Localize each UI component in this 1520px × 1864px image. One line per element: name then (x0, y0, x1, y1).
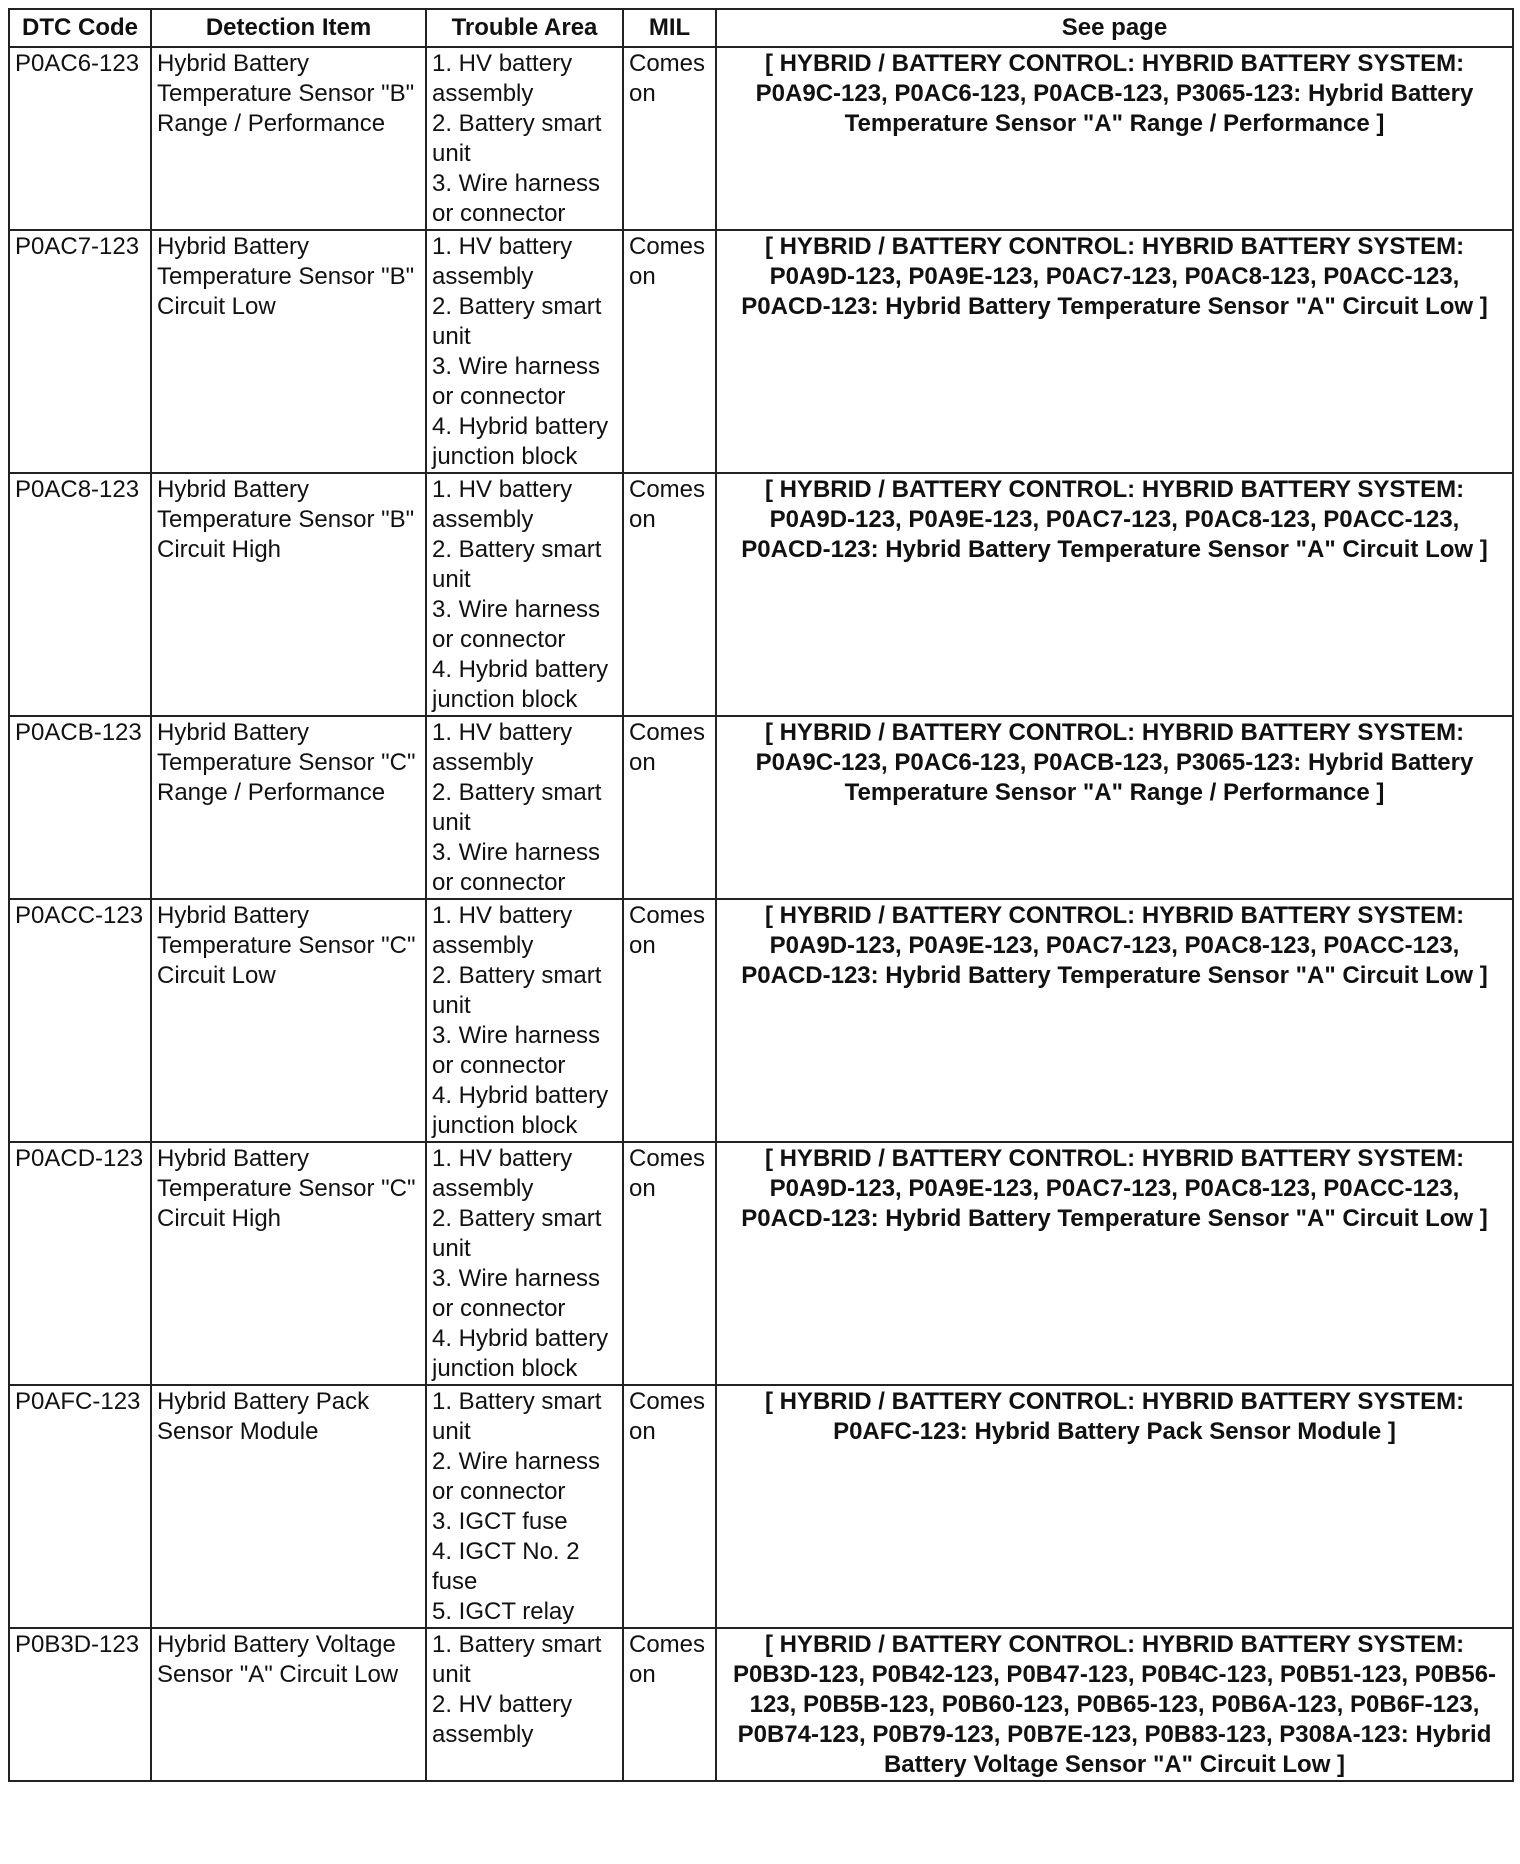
detection-item-cell: Hybrid Battery Pack Sensor Module (151, 1385, 426, 1628)
trouble-area-item: 3. Wire harness or connector (432, 1265, 601, 1322)
see-page-link[interactable]: [ HYBRID / BATTERY CONTROL: HYBRID BATTERY SYSTEM: P0AFC-123: Hybrid Battery Pack Sensor Module ] (716, 1385, 1513, 1628)
trouble-area-cell (426, 230, 623, 473)
header-see-page: See page (716, 9, 1513, 47)
table-row (9, 47, 1513, 230)
see-page-link[interactable]: [ HYBRID / BATTERY CONTROL: HYBRID BATTERY SYSTEM: P0A9C-123, P0AC6-123, P0ACB-123, P3065-123: Hybrid Battery Temperature Sensor "A" Range / Performance ] (716, 716, 1513, 899)
mil-cell: Comes on (623, 1385, 716, 1628)
table-row (9, 899, 1513, 1142)
trouble-area-item: 3. Wire harness or connector (432, 170, 601, 227)
trouble-area-cell (426, 716, 623, 899)
see-page-link[interactable]: [ HYBRID / BATTERY CONTROL: HYBRID BATTERY SYSTEM: P0A9D-123, P0A9E-123, P0AC7-123, P0AC8-123, P0ACC-123, P0ACD-123: Hybrid Battery Temperature Sensor "A" Circuit Low ] (716, 899, 1513, 1142)
detection-item-cell: Hybrid Battery Temperature Sensor "B" Circuit Low (151, 230, 426, 473)
trouble-area-item: 4. Hybrid battery junction block (432, 1082, 609, 1139)
dtc-code-cell: P0B3D-123 (9, 1628, 151, 1781)
trouble-area-item: 1. Battery smart unit (432, 1631, 602, 1688)
trouble-area-item: 1. HV battery assembly (432, 719, 573, 776)
trouble-area-item: 2. Battery smart unit (432, 110, 602, 167)
trouble-area-item: 2. Wire harness or connector (432, 1448, 601, 1505)
trouble-area-item: 1. HV battery assembly (432, 233, 573, 290)
see-page-link[interactable]: [ HYBRID / BATTERY CONTROL: HYBRID BATTERY SYSTEM: P0A9D-123, P0A9E-123, P0AC7-123, P0AC8-123, P0ACC-123, P0ACD-123: Hybrid Battery Temperature Sensor "A" Circuit Low ] (716, 473, 1513, 716)
mil-cell: Comes on (623, 1628, 716, 1781)
trouble-area-item: 5. IGCT relay (432, 1598, 575, 1625)
mil-cell: Comes on (623, 473, 716, 716)
table-row (9, 716, 1513, 899)
trouble-area-item: 4. Hybrid battery junction block (432, 656, 609, 713)
detection-item-cell: Hybrid Battery Temperature Sensor "C" Range / Performance (151, 716, 426, 899)
trouble-area-item: 2. HV battery assembly (432, 1691, 573, 1748)
trouble-area-item: 3. Wire harness or connector (432, 839, 601, 896)
detection-item-cell: Hybrid Battery Voltage Sensor "A" Circuit Low (151, 1628, 426, 1781)
trouble-area-item: 3. Wire harness or connector (432, 1022, 601, 1079)
mil-cell: Comes on (623, 230, 716, 473)
trouble-area-item: 2. Battery smart unit (432, 1205, 602, 1262)
trouble-area-item: 1. HV battery assembly (432, 1145, 573, 1202)
detection-item-cell: Hybrid Battery Temperature Sensor "B" Circuit High (151, 473, 426, 716)
table-row (9, 1142, 1513, 1385)
trouble-area-cell (426, 1142, 623, 1385)
trouble-area-item: 4. Hybrid battery junction block (432, 1325, 609, 1382)
header-dtc-code: DTC Code (9, 9, 151, 47)
trouble-area-item: 3. Wire harness or connector (432, 353, 601, 410)
dtc-code-cell: P0ACC-123 (9, 899, 151, 1142)
trouble-area-item: 1. HV battery assembly (432, 476, 573, 533)
trouble-area-item: 3. Wire harness or connector (432, 596, 601, 653)
see-page-link[interactable]: [ HYBRID / BATTERY CONTROL: HYBRID BATTERY SYSTEM: P0A9D-123, P0A9E-123, P0AC7-123, P0AC8-123, P0ACC-123, P0ACD-123: Hybrid Battery Temperature Sensor "A" Circuit Low ] (716, 1142, 1513, 1385)
trouble-area-item: 3. IGCT fuse (432, 1508, 568, 1535)
trouble-area-item: 1. Battery smart unit (432, 1388, 602, 1445)
mil-cell: Comes on (623, 716, 716, 899)
dtc-code-cell: P0ACB-123 (9, 716, 151, 899)
header-mil: MIL (623, 9, 716, 47)
detection-item-cell: Hybrid Battery Temperature Sensor "C" Circuit Low (151, 899, 426, 1142)
table-row (9, 1385, 1513, 1628)
dtc-code-cell: P0AC6-123 (9, 47, 151, 230)
trouble-area-cell (426, 473, 623, 716)
trouble-area-item: 2. Battery smart unit (432, 536, 602, 593)
table-row (9, 230, 1513, 473)
trouble-area-item: 2. Battery smart unit (432, 779, 602, 836)
dtc-code-cell: P0AFC-123 (9, 1385, 151, 1628)
trouble-area-item: 4. Hybrid battery junction block (432, 413, 609, 470)
trouble-area-cell (426, 1385, 623, 1628)
see-page-link[interactable]: [ HYBRID / BATTERY CONTROL: HYBRID BATTERY SYSTEM: P0A9C-123, P0AC6-123, P0ACB-123, P3065-123: Hybrid Battery Temperature Sensor "A" Range / Performance ] (716, 47, 1513, 230)
mil-cell: Comes on (623, 1142, 716, 1385)
header-detection-item: Detection Item (151, 9, 426, 47)
see-page-link[interactable]: [ HYBRID / BATTERY CONTROL: HYBRID BATTERY SYSTEM: P0A9D-123, P0A9E-123, P0AC7-123, P0AC8-123, P0ACC-123, P0ACD-123: Hybrid Battery Temperature Sensor "A" Circuit Low ] (716, 230, 1513, 473)
detection-item-cell: Hybrid Battery Temperature Sensor "C" Circuit High (151, 1142, 426, 1385)
header-trouble-area: Trouble Area (426, 9, 623, 47)
detection-item-cell: Hybrid Battery Temperature Sensor "B" Range / Performance (151, 47, 426, 230)
trouble-area-cell (426, 47, 623, 230)
trouble-area-item: 1. HV battery assembly (432, 50, 573, 107)
trouble-area-item: 2. Battery smart unit (432, 293, 602, 350)
mil-cell: Comes on (623, 47, 716, 230)
trouble-area-item: 4. IGCT No. 2 fuse (432, 1538, 580, 1595)
dtc-code-cell: P0ACD-123 (9, 1142, 151, 1385)
dtc-code-cell: P0AC8-123 (9, 473, 151, 716)
table-row (9, 473, 1513, 716)
mil-cell: Comes on (623, 899, 716, 1142)
see-page-link[interactable]: [ HYBRID / BATTERY CONTROL: HYBRID BATTERY SYSTEM: P0B3D-123, P0B42-123, P0B47-123, P0B4C-123, P0B51-123, P0B56-123, P0B5B-123, P0B60-123, P0B65-123, P0B6A-123, P0B6F-123, P0B74-123, P0B79-123, P0B7E-123, P0B83-123, P308A-123: Hybrid Battery Voltage Sensor "A" Circuit Low ] (716, 1628, 1513, 1781)
dtc-code-cell: P0AC7-123 (9, 230, 151, 473)
trouble-area-item: 2. Battery smart unit (432, 962, 602, 1019)
header-row (9, 9, 1513, 47)
dtc-table (8, 8, 1514, 1782)
trouble-area-cell (426, 899, 623, 1142)
trouble-area-cell (426, 1628, 623, 1781)
table-row (9, 1628, 1513, 1781)
trouble-area-item: 1. HV battery assembly (432, 902, 573, 959)
